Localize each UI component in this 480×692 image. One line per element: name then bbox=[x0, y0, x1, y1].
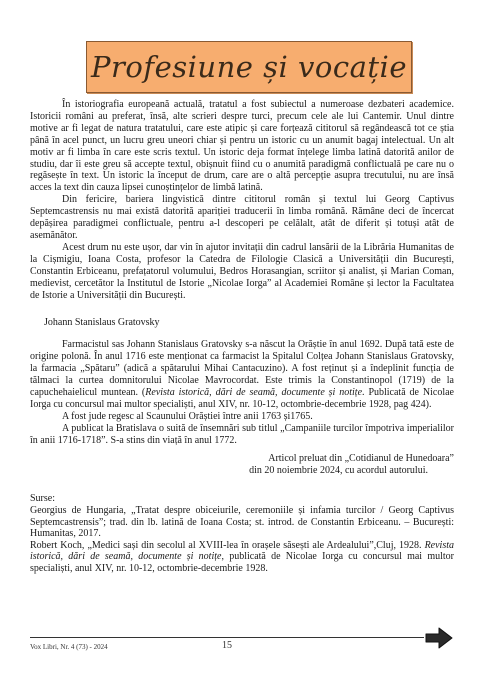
sources-label: Surse: bbox=[30, 493, 55, 505]
source-2-text: Robert Koch, „Medici sași din secolul al XVIII-lea în orașele săsești ale Ardealului”,Cluj, 1928. bbox=[30, 539, 422, 551]
right-arrow-icon[interactable] bbox=[424, 626, 454, 650]
article-paragraph-2: Din fericire, bariera lingvistică dintre cititorul român și textul lui Georg Captivus Septemcastrensis nu mai există datorită apariției traducerii în limba română. Rămâne deci de încercat depășirea paradigmei conflictuale, pentru a-l descoperi pe celălalt, atât de diferit și totuși atât de asemănător. bbox=[30, 194, 454, 241]
footer-journal: Vox Libri, Nr. 4 (73) - 2024 bbox=[30, 643, 108, 651]
article-paragraph-3: Acest drum nu este ușor, dar vin în ajutor invitații din cadrul lansării de la Librăria Humanitas de la Cișmigiu, Ioana Costa, profesor la Catedra de Filologie Clasică a Universității din București, Constantin Erbiceanu, prefațatorul volumului, Bedros Horasangian, scriitor și analist, și Marian Coman, medievist, cercetător la Institutul de Istorie „Nicolae Iorga” al Academiei Române și lector la Facultatea de Istorie a Universității din București. bbox=[30, 241, 454, 301]
bio-paragraph-2: A fost jude regesc al Scaunului Orăștiei între anii 1763 și1765. bbox=[62, 410, 313, 422]
bio-paragraph-1-tail: . Publicată de Nicolae Iorga cu concursul mai multor specialiști, anul XIV, nr. 10-12, octombrie-decembrie 1928, pag 424). bbox=[30, 386, 454, 410]
article-credit bbox=[30, 453, 454, 477]
bio-journal-title: Revista istorică, dări de seamă, documente și notițe bbox=[145, 386, 363, 398]
credit-line-1: Articol preluat din „Cotidianul de Hunedoara” bbox=[268, 453, 454, 465]
credit-line-2: din 20 noiembrie 2024, cu acordul autorului. bbox=[249, 465, 428, 477]
section-title: Profesiune și vocație bbox=[91, 50, 407, 84]
footer-divider bbox=[30, 637, 424, 638]
subheading: Johann Stanislaus Gratovsky bbox=[44, 317, 160, 329]
article-paragraph-1: În istoriografia europeană actuală, tratatul a fost subiectul a numeroase dezbateri academice. Istoricii români au preferat, însă, alte scrieri despre turci, precum cele ale lui Cantemir. Unul dintre motive ar fi legat de natura tratatului, care este atipic și care forțează cititorul să regândească tot ce știa până în acel punct, un lucru greu uneori chiar și pentru un istoric cu un anumit bagaj intelectual. Un alt motiv ar fi limba în care este scris textul. Un istoric deja format înțelege limba latină datorită anilor de studiu, dar îi este greu să accepte textul, obișnuit fiind cu o anumită paradigmă conflictuală pe care nu o regăsește în text. Un istoric la început de drum, care are o altă percepție asupra trecutului, nu are însă acces la text din cauza lipsei cunoștințelor de limbă latină. bbox=[30, 99, 454, 194]
sources-section bbox=[30, 493, 454, 574]
section-banner bbox=[86, 41, 412, 93]
bio-paragraph-3: A publicat la Bratislava o suită de însemnări sub titlul „Campaniile turcilor împotriva imperialilor în anii 1716-1718”. S-a stins din viață în anul 1772. bbox=[30, 422, 454, 446]
source-2 bbox=[30, 540, 454, 575]
bio-paragraph-1-text: Farmacistul sas Johann Stanislaus Gratovsky s-a născut la Orăștie în anul 1692. După tată este de origine polonă. În anul 1716 este menționat ca farmacist la Spitalul Colțea Johann Stanislaus Gratovsky, la farmacia „Spătaru” (adică a spătarului Mihai Cantacuzino). A fost reținut și a îndeplinit funcția de tălmaci la curtea domnitorului Nicolae Mavrocordat. Este trimis la Constantinopol (1719) de la capuchehaielicul muntean. ( bbox=[30, 339, 454, 398]
source-1: Georgius de Hungaria, „Tratat despre obiceiurile, ceremoniile și infamia turcilor / Georg Captivus Septemcastrensis”; trad. din lb. latină de Ioana Costa; st. introd. de Constantin Erbiceanu. – București: Humanitas, 2017. bbox=[30, 505, 454, 540]
source-2-tail: , publicată de Nicolae Iorga cu concursul mai multor specialiști, anul XIV, nr. 10-12, octombrie-decembrie 1928. bbox=[30, 551, 454, 575]
article-body bbox=[30, 99, 454, 575]
page-number: 15 bbox=[222, 640, 232, 651]
source-2-journal-title: Revista istorică, dări de seamă, documente și notițe bbox=[30, 539, 454, 563]
bio-paragraph-1 bbox=[30, 339, 454, 410]
